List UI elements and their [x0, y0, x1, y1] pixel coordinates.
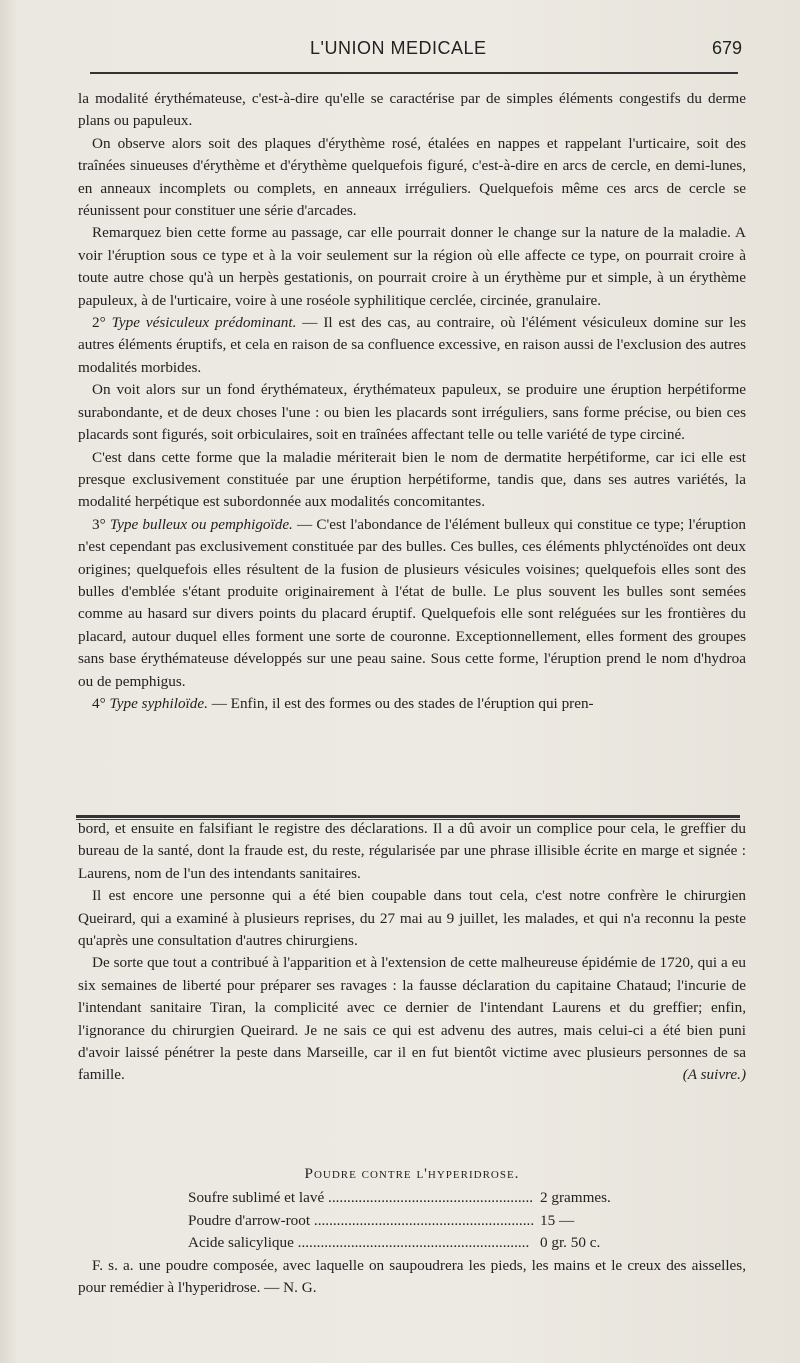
ingredient-name: Acide salicylique ..... [188, 1232, 534, 1254]
page-header [90, 38, 750, 70]
type-heading: Type vésiculeux prédominant. [111, 314, 297, 332]
to-be-continued: (A suivre.) [682, 1066, 746, 1084]
paragraph: On voit alors sur un fond érythémateux, érythémateux papuleux, se produire une éruption herpétiforme surabondante, et de deux choses l'une : ou bien les placards sont irréguliers, sans forme précise, ou bien ces placards sont figurés, soit orbiculaires, soit en traînées affectant telle ou telle variété de type circiné. [78, 381, 746, 444]
ingredient-name: Soufre sublimé et lavé ..... [188, 1187, 534, 1209]
ingredient-row [188, 1232, 708, 1254]
paragraph: la modalité érythémateuse, c'est-à-dire qu'elle se caractérise par de simples éléments congestifs du derme plans ou papuleux. [78, 90, 746, 130]
paragraph-text: De sorte que tout a contribué à l'apparition et à l'extension de cette malheureuse épidémie de 1720, qui a eu six semaines de liberté pour préparer ses ravages : la fausse déclaration du capitaine Chataud; l'incurie de l'intendant sanitaire Tiran, la complicité avec ce dernier de l'intendant Laurens et du greffier; enfin, l'ignorance du chirurgien Queirard. Je ne sais ce qui est advenu des autres, mais celui-ci a été bien puni d'avoir laissé pénétrer la peste dans Marseille, car il en fut bientôt victime avec plusieurs personnes de sa famille. [78, 954, 746, 1084]
paragraph: On observe alors soit des plaques d'érythème rosé, étalées en nappes et rappelant l'urticaire, soit des traînées sinueuses d'érythème et d'érythème quelquefois figuré, c'est-à-dire en arcs de cercle, en demi-lunes, en anneaux incomplets ou complets, en anneaux irréguliers. Quelquefois même ces arcs de cercle se réunissent pour constituer une série d'arcades. [78, 134, 746, 220]
paragraph-last [78, 952, 746, 1086]
item-number: 3° [92, 515, 106, 533]
page-number: 679 [711, 38, 742, 58]
paragraph: Il est encore une personne qui a été bien coupable dans tout cela, c'est notre confrère le chirurgien Queirard, qui a examiné à plusieurs reprises, du 27 mai au 9 juillet, les malades, et qui n'a reconnu la peste qu'après une consultation d'autres chirurgiens. [78, 887, 746, 950]
type-heading: Type bulleux ou pemphigoïde. [109, 515, 293, 533]
recipe-section [78, 1163, 746, 1299]
type-text: — Il est des cas, au contraire, où l'élément vésiculeux domine sur les autres éléments éruptifs, et cela en raison de sa confluence excessive, en raison aussi de l'exclusion des autres modalités morbides. [78, 314, 746, 376]
paragraph-type-3 [78, 514, 746, 693]
paragraph-type-4 [78, 693, 746, 715]
paragraph-type-2 [78, 312, 746, 379]
ingredient-row [188, 1187, 708, 1209]
recipe-title: Poudre contre l'hyperidrose. [304, 1165, 520, 1182]
item-number: 4° [92, 694, 106, 712]
ingredient-qty: 2 grammes. [539, 1189, 611, 1207]
ingredient-qty: 0 gr. 50 c. [539, 1234, 601, 1252]
type-text: — Enfin, il est des formes ou des stades de l'éruption qui pren- [207, 694, 594, 712]
item-number: 2° [92, 314, 106, 332]
paragraph: bord, et ensuite en falsifiant le registre des déclarations. Il a dû avoir un complice pour cela, le greffier du bureau de la santé, dont la fraude est, du reste, régularisée par une phrase illisible écrite en marge et signée : Laurens, nom de l'un des intendants sanitaires. [78, 820, 746, 882]
running-title: L'UNION MEDICALE [310, 38, 487, 58]
ingredient-name: Poudre d'arrow-root ..... [188, 1210, 534, 1232]
recipe-note: F. s. a. une poudre composée, avec laquelle on saupoudrera les pieds, les mains et le creux des aisselles, pour remédier à l'hyperidrose. — N. G. [78, 1256, 746, 1297]
ingredient-qty: 15 — [539, 1211, 575, 1229]
article-plague [78, 818, 746, 1087]
type-text: — C'est l'abondance de l'élément bulleux qui constitue ce type; l'éruption n'est cependant pas exclusivement constituée par des bulles. Ces bulles, ces éléments phlycténoïdes ont deux origines; quelquefois elles résultent de la fusion de plusieurs vésicules voisines; quelquefois elles sont des bulles d'emblée s'étant produite originairement à l'état de bulle. Le plus souvent les bulles sont semées comme au hasard sur divers points du placard éruptif. Quelquefois elle sont reléguées sur les frontières du placard, autour duquel elles forment une sorte de couronne. Exceptionnellement, elles forment des groupes sans base érythémateuse développés sur une peau saine. Sous cette forme, l'éruption prend le nom d'hydroa ou de pemphigus. [78, 515, 746, 690]
paragraph: C'est dans cette forme que la maladie mériterait bien le nom de dermatite herpétiforme, car ici elle est presque exclusivement constituée par une éruption herpétiforme, tandis que, dans ses autres variétés, la modalité herpétique est subordonnée aux modalités concomitantes. [78, 448, 746, 511]
ingredient-row [188, 1210, 708, 1232]
article-dermatitis [78, 88, 746, 715]
header-rule [90, 72, 738, 74]
paragraph: Remarquez bien cette forme au passage, car elle pourrait donner le change sur la nature de la maladie. A voir l'éruption sous ce type et à la voir seulement sur la région où elle affecte ce type, on pourrait croire à toute autre chose qu'à un herpès gestationis, on pourrait croire à un érythème pur et simple, à un érythème papuleux, à de l'urticaire, voire à une roséole syphilitique cerclée, circinée, granulaire. [78, 224, 746, 309]
type-heading: Type syphiloïde. [109, 694, 208, 712]
